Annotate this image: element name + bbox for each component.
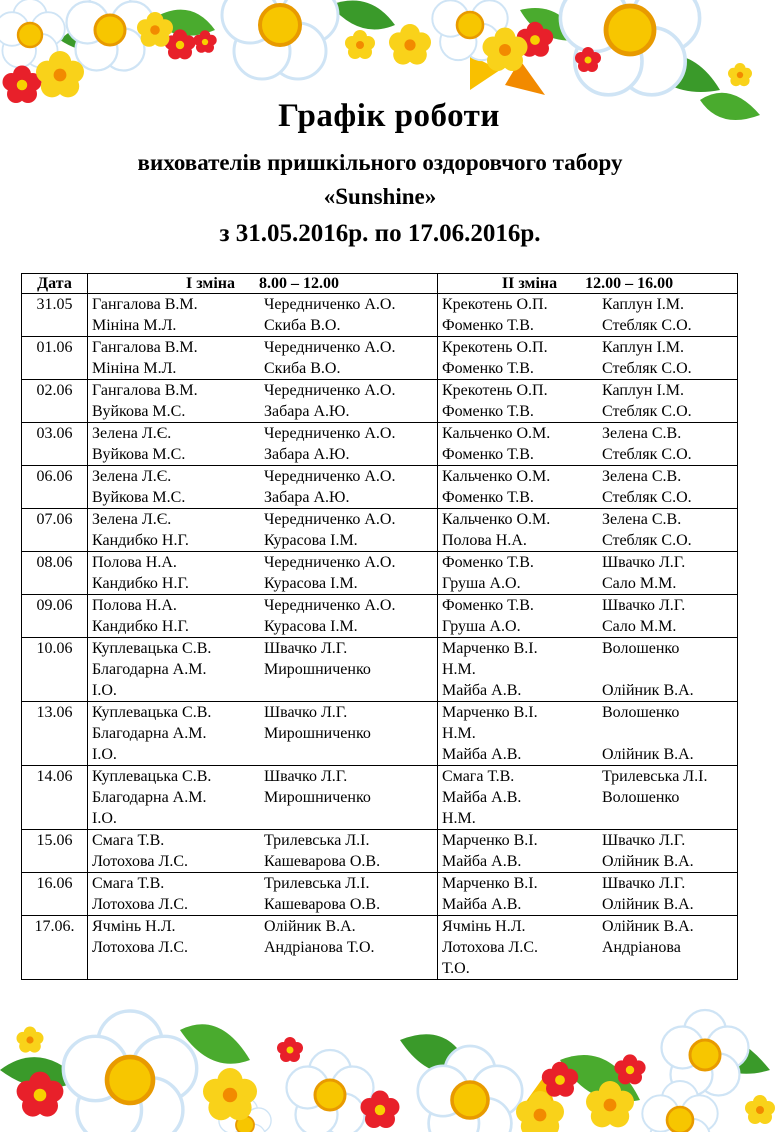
table-row: [22, 830, 738, 873]
subtitle-line-1: вихователів пришкільного оздоровчого табору: [137, 150, 623, 175]
staff-name-primary: Фоменко Т.В.: [442, 317, 534, 334]
staff-name-primary: Кандибко Н.Г.: [92, 618, 189, 635]
staff-name-primary: Кандибко Н.Г.: [92, 532, 189, 549]
staff-name-primary: Смага Т.В.: [92, 832, 165, 849]
staff-name-primary: Марченко В.І.: [442, 640, 538, 657]
staff-line: [442, 530, 733, 551]
staff-name-primary: Кальченко О.М.: [442, 511, 551, 528]
staff-name-primary: Крекотень О.П.: [442, 339, 548, 356]
staff-line: [92, 358, 433, 379]
staff-name-secondary: Зелена С.В.: [602, 511, 682, 528]
staff-name-primary: Мініна М.Л.: [92, 317, 177, 334]
staff-name-primary: Лотохова Л.С.: [92, 896, 188, 913]
staff-name-primary: Благодарна А.М.: [92, 789, 207, 806]
staff-line: [92, 702, 433, 723]
shift-2-cell: [438, 380, 738, 423]
staff-name-primary: Кальченко О.М.: [442, 425, 551, 442]
staff-name-secondary: Стебляк С.О.: [602, 489, 692, 506]
staff-line: [442, 552, 733, 573]
staff-line: [92, 659, 433, 680]
table-row: [22, 916, 738, 980]
staff-name-primary: Полова Н.А.: [92, 554, 177, 571]
row-date: 01.06: [22, 337, 88, 380]
staff-name-secondary: [262, 680, 264, 701]
staff-line: [442, 808, 733, 829]
staff-line: [92, 380, 433, 401]
shift-1-cell: [88, 638, 438, 702]
staff-name-primary: Лотохова Л.С.: [92, 939, 188, 956]
table-row: [22, 380, 738, 423]
staff-name-primary: Благодарна А.М.: [92, 661, 207, 678]
staff-name-primary: Гангалова В.М.: [92, 382, 198, 399]
staff-line: [92, 595, 433, 616]
staff-line: [442, 337, 733, 358]
staff-line: [92, 680, 433, 701]
table-row: [22, 337, 738, 380]
staff-line: [442, 766, 733, 787]
table-row: [22, 509, 738, 552]
staff-name-secondary: Волошенко: [602, 789, 680, 806]
shift-2-cell: [438, 423, 738, 466]
staff-name-primary: Вуйкова М.С.: [92, 403, 186, 420]
header-shift-2: ІІ зміна 12.00 – 16.00: [438, 274, 738, 294]
staff-line: [92, 423, 433, 444]
staff-name-secondary: Чередниченко А.О.: [264, 597, 396, 614]
staff-line: [92, 937, 433, 958]
staff-name-secondary: Курасова І.М.: [264, 532, 358, 549]
staff-name-secondary: Трилевська Л.І.: [264, 832, 370, 849]
staff-line: [92, 315, 433, 336]
staff-line: [442, 509, 733, 530]
staff-line: [442, 916, 733, 937]
staff-line: [442, 851, 733, 872]
staff-name-secondary: Швачко Л.Г.: [602, 554, 686, 571]
staff-name-primary: Фоменко Т.В.: [442, 446, 534, 463]
staff-line: [92, 337, 433, 358]
staff-name-secondary: Чередниченко А.О.: [264, 296, 396, 313]
staff-name-primary: Фоменко Т.В.: [442, 360, 534, 377]
staff-name-secondary: Олійник В.А.: [602, 853, 694, 870]
shift-2-cell: [438, 873, 738, 916]
staff-line: [92, 916, 433, 937]
staff-name-secondary: Зелена С.В.: [602, 468, 682, 485]
staff-name-primary: Майба А.В.: [442, 896, 522, 913]
table-header-row: [22, 274, 738, 294]
shift-1-cell: [88, 702, 438, 766]
staff-line: [92, 509, 433, 530]
staff-name-secondary: Чередниченко А.О.: [264, 554, 396, 571]
shift-1-cell: [88, 380, 438, 423]
staff-line: [442, 315, 733, 336]
staff-name-primary: Полова Н.А.: [442, 532, 527, 549]
staff-line: [92, 851, 433, 872]
staff-line: [92, 294, 433, 315]
staff-name-primary: Лотохова Л.С.: [92, 853, 188, 870]
shift-1-cell: [88, 466, 438, 509]
staff-name-primary: Гангалова В.М.: [92, 296, 198, 313]
staff-name-secondary: Курасова І.М.: [264, 618, 358, 635]
staff-name-primary: Гангалова В.М.: [92, 339, 198, 356]
staff-name-secondary: Олійник В.А.: [602, 896, 694, 913]
table-row: [22, 595, 738, 638]
shift-2-cell: [438, 509, 738, 552]
shift-2-cell: [438, 638, 738, 702]
staff-line: [442, 595, 733, 616]
shift-2-cell: [438, 766, 738, 830]
staff-name-primary: Груша А.О.: [442, 618, 521, 635]
staff-name-secondary: Чередниченко А.О.: [264, 339, 396, 356]
staff-name-primary: Крекотень О.П.: [442, 296, 548, 313]
shift-2-cell: [438, 466, 738, 509]
staff-name-secondary: Олійник В.А.: [602, 682, 694, 699]
row-date: 03.06: [22, 423, 88, 466]
staff-name-secondary: Чередниченко А.О.: [264, 511, 396, 528]
row-date: 08.06: [22, 552, 88, 595]
staff-name-primary: Полова Н.А.: [92, 597, 177, 614]
row-date: 07.06: [22, 509, 88, 552]
staff-name-secondary: Стебляк С.О.: [602, 360, 692, 377]
staff-name-secondary: Трилевська Л.І.: [264, 875, 370, 892]
staff-line: [442, 702, 733, 723]
staff-line: [442, 873, 733, 894]
staff-name-primary: Майба А.В.: [442, 682, 522, 699]
staff-name-primary: Зелена Л.Є.: [92, 511, 172, 528]
staff-line: [442, 830, 733, 851]
staff-line: [92, 873, 433, 894]
staff-name-primary: Груша А.О.: [442, 575, 521, 592]
staff-name-secondary: Каплун І.М.: [602, 296, 685, 313]
table-row: [22, 466, 738, 509]
staff-name-primary: Куплевацька С.В.: [92, 704, 212, 721]
staff-name-primary: Фоменко Т.В.: [442, 403, 534, 420]
table-row: [22, 702, 738, 766]
staff-name-primary: Кандибко Н.Г.: [92, 575, 189, 592]
staff-name-primary: Смага Т.В.: [442, 768, 515, 785]
staff-line: [442, 638, 733, 659]
row-date: 14.06: [22, 766, 88, 830]
staff-name-secondary: [262, 808, 264, 829]
header-shift-1: І зміна 8.00 – 12.00: [88, 274, 438, 294]
staff-line: [92, 787, 433, 808]
staff-line: [442, 659, 733, 680]
staff-name-secondary: Чередниченко А.О.: [264, 382, 396, 399]
staff-name-secondary: Кашеварова О.В.: [264, 896, 381, 913]
table-row: [22, 766, 738, 830]
row-date: 31.05: [22, 294, 88, 337]
staff-line: [92, 444, 433, 465]
staff-line: [442, 401, 733, 422]
staff-line: [442, 958, 733, 979]
staff-name-secondary: Швачко Л.Г.: [264, 640, 348, 657]
row-date: 17.06.: [22, 916, 88, 980]
staff-name-secondary: Забара А.Ю.: [264, 446, 350, 463]
staff-line: [442, 616, 733, 637]
staff-name-secondary: Сало М.М.: [602, 618, 677, 635]
staff-line: [442, 787, 733, 808]
staff-name-secondary: Чередниченко А.О.: [264, 425, 396, 442]
staff-line: [92, 894, 433, 915]
staff-line: [92, 487, 433, 508]
staff-name-primary: Фоменко Т.В.: [442, 489, 534, 506]
staff-name-secondary: Волошенко: [602, 704, 680, 721]
staff-name-secondary: Швачко Л.Г.: [602, 875, 686, 892]
table-row: [22, 873, 738, 916]
staff-name-secondary: Забара А.Ю.: [264, 489, 350, 506]
shift-2-cell: [438, 337, 738, 380]
shift-2-cell: [438, 294, 738, 337]
staff-name-primary: Ячмінь Н.Л.: [92, 918, 176, 935]
staff-line: [92, 530, 433, 551]
staff-name-primary: Фоменко Т.В.: [442, 597, 534, 614]
subtitle-line-3: з 31.05.2016р. по 17.06.2016р.: [219, 220, 541, 247]
shift-2-cell: [438, 702, 738, 766]
staff-name-primary: Н.М.: [442, 661, 476, 678]
shift-1-cell: [88, 423, 438, 466]
staff-name-secondary: Швачко Л.Г.: [602, 597, 686, 614]
shift-2-cell: [438, 595, 738, 638]
staff-name-primary: Майба А.В.: [442, 853, 522, 870]
staff-name-primary: Майба А.В.: [442, 746, 522, 763]
staff-line: [442, 680, 733, 701]
shift-1-cell: [88, 552, 438, 595]
staff-name-primary: І.О.: [92, 746, 117, 763]
staff-line: [92, 766, 433, 787]
staff-name-secondary: Кашеварова О.В.: [264, 853, 381, 870]
row-date: 13.06: [22, 702, 88, 766]
row-date: 06.06: [22, 466, 88, 509]
staff-name-secondary: Скиба В.О.: [264, 360, 341, 377]
staff-name-primary: Зелена Л.Є.: [92, 468, 172, 485]
staff-name-primary: Куплевацька С.В.: [92, 640, 212, 657]
staff-name-primary: І.О.: [92, 810, 117, 827]
staff-name-primary: Т.О.: [442, 960, 470, 977]
staff-name-primary: Н.М.: [442, 725, 476, 742]
shift-2-cell: [438, 552, 738, 595]
staff-line: [92, 401, 433, 422]
row-date: 15.06: [22, 830, 88, 873]
staff-name-secondary: Скиба В.О.: [264, 317, 341, 334]
staff-name-secondary: Чередниченко А.О.: [264, 468, 396, 485]
staff-name-secondary: Олійник В.А.: [602, 918, 694, 935]
staff-line: [442, 744, 733, 765]
staff-name-secondary: Мирошниченко: [264, 661, 371, 678]
staff-line: [92, 552, 433, 573]
flower-border-bottom: [0, 1000, 778, 1132]
staff-name-secondary: Стебляк С.О.: [602, 446, 692, 463]
staff-name-primary: Фоменко Т.В.: [442, 554, 534, 571]
shift-2-cell: [438, 916, 738, 980]
staff-name-secondary: Олійник В.А.: [602, 746, 694, 763]
staff-name-secondary: Андріанова: [602, 939, 681, 956]
staff-name-primary: Марченко В.І.: [442, 832, 538, 849]
staff-name-secondary: Курасова І.М.: [264, 575, 358, 592]
subtitle-line-2: «Sunshine»: [323, 184, 437, 209]
shift-1-cell: [88, 916, 438, 980]
staff-line: [442, 423, 733, 444]
staff-name-primary: Марченко В.І.: [442, 875, 538, 892]
staff-name-secondary: Каплун І.М.: [602, 382, 685, 399]
shift-1-cell: [88, 337, 438, 380]
staff-name-secondary: Трилевська Л.І.: [602, 768, 708, 785]
shift-1-cell: [88, 509, 438, 552]
staff-name-secondary: Зелена С.В.: [602, 425, 682, 442]
staff-name-secondary: Мирошниченко: [264, 725, 371, 742]
staff-name-primary: Н.М.: [442, 810, 476, 827]
table-row: [22, 638, 738, 702]
staff-name-secondary: Швачко Л.Г.: [602, 832, 686, 849]
staff-line: [442, 466, 733, 487]
staff-line: [92, 616, 433, 637]
staff-name-primary: Лотохова Л.С.: [442, 939, 538, 956]
staff-name-primary: Благодарна А.М.: [92, 725, 207, 742]
staff-name-primary: Куплевацька С.В.: [92, 768, 212, 785]
staff-name-secondary: Стебляк С.О.: [602, 532, 692, 549]
header-date: Дата: [22, 274, 88, 294]
staff-name-primary: Крекотень О.П.: [442, 382, 548, 399]
table-row: [22, 552, 738, 595]
staff-line: [442, 444, 733, 465]
staff-name-secondary: Каплун І.М.: [602, 339, 685, 356]
staff-line: [92, 744, 433, 765]
staff-name-primary: Зелена Л.Є.: [92, 425, 172, 442]
staff-name-primary: І.О.: [92, 682, 117, 699]
staff-name-primary: Смага Т.В.: [92, 875, 165, 892]
staff-name-secondary: Олійник В.А.: [264, 918, 356, 935]
staff-name-primary: Мініна М.Л.: [92, 360, 177, 377]
staff-name-primary: Майба А.В.: [442, 789, 522, 806]
staff-name-secondary: Волошенко: [602, 640, 680, 657]
staff-name-primary: Вуйкова М.С.: [92, 489, 186, 506]
staff-name-secondary: Андріанова Т.О.: [264, 939, 375, 956]
staff-line: [92, 573, 433, 594]
staff-name-primary: Марченко В.І.: [442, 704, 538, 721]
staff-line: [442, 358, 733, 379]
shift-1-cell: [88, 766, 438, 830]
staff-line: [92, 638, 433, 659]
staff-line: [442, 380, 733, 401]
staff-name-secondary: Швачко Л.Г.: [264, 704, 348, 721]
staff-name-secondary: Стебляк С.О.: [602, 403, 692, 420]
table-row: [22, 423, 738, 466]
staff-name-secondary: [262, 744, 264, 765]
staff-line: [442, 294, 733, 315]
row-date: 02.06: [22, 380, 88, 423]
table-row: [22, 294, 738, 337]
shift-2-cell: [438, 830, 738, 873]
staff-line: [442, 487, 733, 508]
staff-name-primary: Ячмінь Н.Л.: [442, 918, 526, 935]
staff-line: [442, 937, 733, 958]
staff-line: [442, 894, 733, 915]
shift-1-cell: [88, 830, 438, 873]
staff-line: [92, 466, 433, 487]
staff-name-secondary: Забара А.Ю.: [264, 403, 350, 420]
staff-name-secondary: Сало М.М.: [602, 575, 677, 592]
staff-name-primary: Вуйкова М.С.: [92, 446, 186, 463]
schedule-table: [21, 273, 738, 980]
staff-line: [92, 830, 433, 851]
page-title: Графік роботи: [278, 98, 500, 134]
row-date: 09.06: [22, 595, 88, 638]
staff-line: [92, 723, 433, 744]
staff-name-secondary: Швачко Л.Г.: [264, 768, 348, 785]
staff-name-secondary: Мирошниченко: [264, 789, 371, 806]
shift-1-cell: [88, 294, 438, 337]
staff-line: [442, 723, 733, 744]
staff-line: [442, 573, 733, 594]
staff-name-primary: Кальченко О.М.: [442, 468, 551, 485]
staff-line: [92, 808, 433, 829]
shift-1-cell: [88, 595, 438, 638]
shift-1-cell: [88, 873, 438, 916]
row-date: 16.06: [22, 873, 88, 916]
staff-name-secondary: Стебляк С.О.: [602, 317, 692, 334]
row-date: 10.06: [22, 638, 88, 702]
